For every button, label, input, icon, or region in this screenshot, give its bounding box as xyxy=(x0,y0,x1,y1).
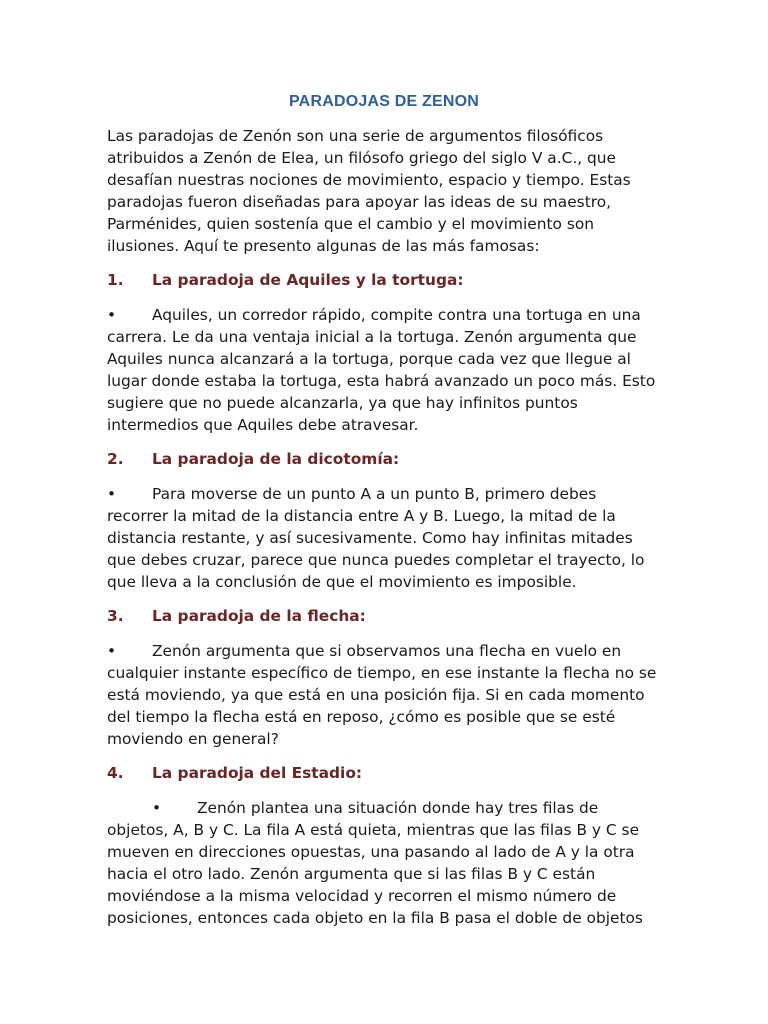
section-number: 1. xyxy=(107,271,124,289)
section-heading-4 xyxy=(107,762,662,784)
section-number: 2. xyxy=(107,450,124,468)
section-text: Zenón argumenta que si observamos una flecha en vuelo en cualquier instante específico de tiempo, en ese instante la flecha no se está moviendo, ya que está en una posición fija. Si en cada momento del tiempo la flecha está en reposo, ¿cómo es posible que se esté moviendo en general? xyxy=(107,642,657,748)
section-number: 4. xyxy=(107,764,124,782)
section-paragraph-3 xyxy=(107,640,662,750)
section-heading-text: La paradoja de la dicotomía: xyxy=(152,450,400,468)
intro-paragraph: Las paradojas de Zenón son una serie de argumentos filosóficos atribuidos a Zenón de Elea, un filósofo griego del siglo V a.C., que desafían nuestras nociones de movimiento, espacio y tiempo. Estas paradojas fueron diseñadas para apoyar las ideas de su maestro, Parménides, quien sostenía que el cambio y el movimiento son ilusiones. Aquí te presento algunas de las más famosas: xyxy=(107,127,631,255)
section-heading-text: La paradoja de Aquiles y la tortuga: xyxy=(152,271,464,289)
section-text: Aquiles, un corredor rápido, compite contra una tortuga en una carrera. Le da una ventaja inicial a la tortuga. Zenón argumenta que Aquiles nunca alcanzará a la tortuga, porque cada vez que llegue al lugar donde estaba la tortuga, esta habrá avanzado un poco más. Esto sugiere que no puede alcanzarla, ya que hay infinitos puntos intermedios que Aquiles debe atravesar. xyxy=(107,306,656,434)
section-heading-3 xyxy=(107,605,662,627)
section-text: Para moverse de un punto A a un punto B, primero debes recorrer la mitad de la distancia entre A y B. Luego, la mitad de la distancia restante, y así sucesivamente. Como hay infinitas mitades que debes cruzar, parece que nunca puedes completar el trayecto, lo que lleva a la conclusión de que el movimiento es imposible. xyxy=(107,485,645,591)
section-heading-text: La paradoja de la flecha: xyxy=(152,607,366,625)
section-heading-1 xyxy=(107,269,662,291)
bullet-icon: • xyxy=(107,642,117,660)
bullet-icon: • xyxy=(107,306,117,324)
section-heading-text: La paradoja del Estadio: xyxy=(152,764,363,782)
bullet-icon: • xyxy=(152,799,162,817)
document-body xyxy=(107,125,662,941)
bullet-icon: • xyxy=(107,485,117,503)
section-paragraph-4 xyxy=(107,797,662,929)
section-text: Zenón plantea una situación donde hay tres filas de objetos, A, B y C. La fila A está quieta, mientras que las filas B y C se mueven en direcciones opuestas, una pasando al lado de A y la otra hacia el otro lado. Zenón argumenta que si las filas B y C están moviéndose a la misma velocidad y recorren el mismo número de posiciones, entonces cada objeto en la fila B pasa el doble de objetos xyxy=(107,799,643,927)
document-title: PARADOJAS DE ZENON xyxy=(289,93,479,110)
section-number: 3. xyxy=(107,607,124,625)
section-paragraph-2 xyxy=(107,483,662,593)
section-heading-2 xyxy=(107,448,662,470)
section-paragraph-1 xyxy=(107,304,662,436)
